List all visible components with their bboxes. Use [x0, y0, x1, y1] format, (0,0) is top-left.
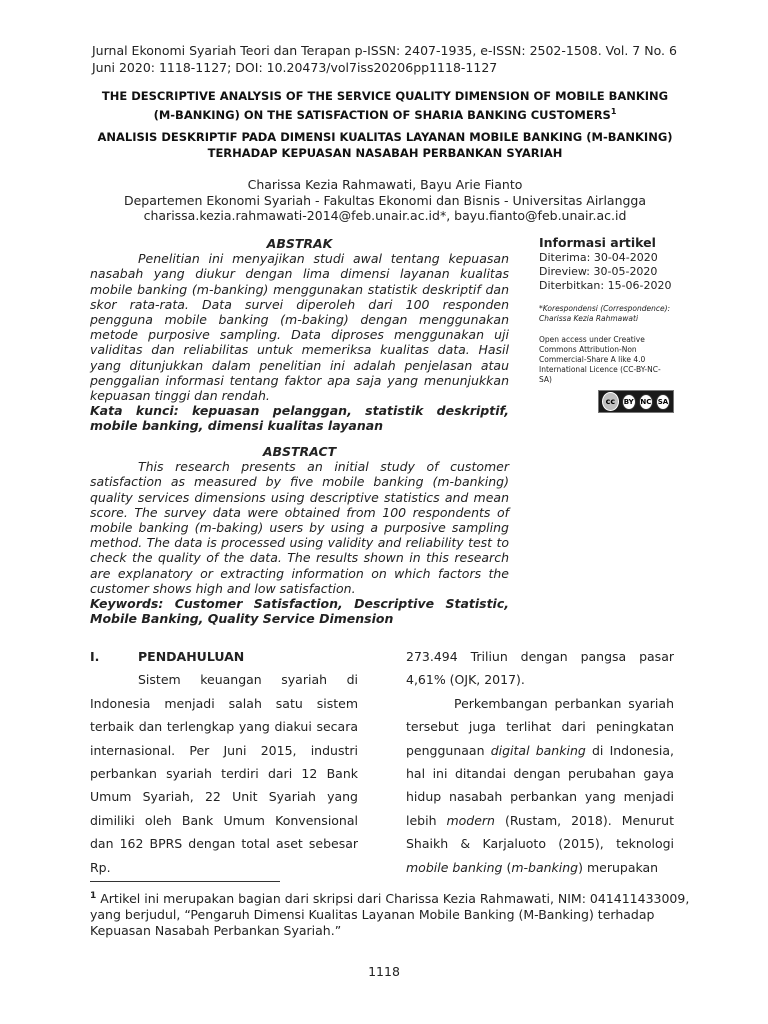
abstract-keywords: Keywords: Customer Satisfaction, Descriptive Statistic, Mobile Banking, Quality Service Dimension: [90, 596, 509, 627]
section-heading: [90, 645, 358, 668]
footnote-text: Artikel ini merupakan bagian dari skripsi dari Charissa Kezia Rahmawati, NIM: 041411433009, yang berjudul, “Pengaruh Dimensi Kualitas Layanan Mobile Banking (M-Banking) terhadap Kepuasan Nasabah Perbankan Syariah.”: [90, 891, 690, 939]
p2-text-e: ) merupakan: [578, 859, 659, 875]
title-footnote-mark[interactable]: 1: [610, 107, 617, 116]
p2-text-d: (: [502, 859, 512, 875]
share-alike-icon: SA: [656, 394, 670, 410]
intro-paragraph-2: [406, 692, 674, 879]
date-published: Diterbitkan: 15-06-2020: [539, 279, 672, 292]
journal-header: [92, 42, 692, 76]
article-info: [539, 235, 689, 385]
p2-modern: modern: [446, 812, 495, 828]
intro-paragraph-1-continued: 273.494 Triliun dengan pangsa pasar 4,61% (OJK, 2017).: [406, 649, 674, 688]
abstract-text: This research presents an initial study of customer satisfaction as measured by five mobile banking (m-banking) quality services dimensions using descriptive statistics and mean score. The survey data were obtained from 100 respondents of mobile banking (m-baking) users by using a purposive sampling method. The data is processed using validity and reliability test to check the quality of the data. The results shown in this research are explanatory or extracting information on which factors the customer shows high and low satisfaction.: [90, 459, 509, 596]
abstrak-heading: ABSTRAK: [266, 236, 333, 251]
abstract-section: [90, 444, 509, 626]
p2-text-c: (Rustam, 2018). Menurut Shaikh & Karjaluoto (2015), teknologi: [406, 812, 674, 852]
p2-m-banking: m-banking: [511, 859, 579, 875]
correspondence-name: Charissa Kezia Rahmawati: [539, 314, 639, 323]
journal-line-1: Jurnal Ekonomi Syariah Teori dan Terapan p-ISSN: 2407-1935, e-ISSN: 2502-1508. Vol. 7 No. 6: [92, 43, 677, 58]
body-right-column: [406, 645, 674, 879]
article-info-title: Informasi artikel: [539, 235, 656, 250]
p2-mobile-banking: mobile banking: [406, 859, 503, 875]
author-block: [90, 177, 680, 224]
footnote-divider: [90, 881, 280, 882]
footnote-mark: 1: [90, 891, 97, 901]
license-text: Open access under Creative Commons Attribution-Non Commercial-Share A like 4.0 International Licence (CC-BY-NC-SA): [539, 335, 661, 384]
body-left-column: [90, 645, 358, 879]
date-reviewed: Direview: 30-05-2020: [539, 265, 658, 278]
author-emails[interactable]: charissa.kezia.rahmawati-2014@feb.unair.ac.id*, bayu.fianto@feb.unair.ac.id: [143, 208, 627, 223]
attribution-icon: BY: [622, 394, 636, 410]
english-title: [90, 88, 680, 123]
abstrak-text: Penelitian ini menyajikan studi awal tentang kepuasan nasabah yang diukur dengan lima dimensi layanan kualitas mobile banking (m-banking) menggunakan statistik deskriptif dan skor rata-rata. Data survei diperoleh dari 100 responden pengguna mobile banking (m-baking) dengan menggunakan metode purposive sampling. Data diproses menggunakan uji validitas dan reliabilitas untuk memeriksa kualitas data. Hasil yang ditunjukkan dalam penelitian ini adalah penjelasan atau penggalian informasi tentang faktor apa saja yang menunjukkan kepuasan tinggi dan rendah.: [90, 251, 509, 404]
p2-digital-banking: digital banking: [490, 742, 586, 758]
abstrak-section: [90, 236, 509, 434]
p2-text-a: Perkembangan perbankan syariah tersebut juga terlihat dari peningkatan penggunaan: [406, 695, 674, 758]
author-affiliation: Departemen Ekonomi Syariah - Fakultas Ekonomi dan Bisnis - Universitas Airlangga: [123, 192, 647, 208]
p2-text-b: di Indonesia, hal ini ditandai dengan perubahan gaya hidup nasabah perbankan yang menjadi lebih: [406, 742, 674, 828]
intro-paragraph-1: Sistem keuangan syariah di Indonesia menjadi salah satu sistem terbaik dan terlengkap yang diakui secara internasional. Per Juni 2015, industri perbankan syariah terdiri dari 12 Bank Umum Syariah, 22 Unit Syariah yang dimiliki oleh Bank Umum Konvensional dan 162 BPRS dengan total aset sebesar Rp.: [90, 672, 358, 875]
abstract-heading: ABSTRACT: [262, 444, 337, 459]
correspondence: [539, 304, 689, 324]
section-title: PENDAHULUAN: [138, 649, 245, 664]
section-number: I.: [90, 649, 100, 664]
non-commercial-icon: NC: [639, 394, 653, 410]
english-title-text: THE DESCRIPTIVE ANALYSIS OF THE SERVICE QUALITY DIMENSION OF MOBILE BANKING (M-BANKING) ON THE SATISFACTION OF SHARIA BANKING CUSTOMERS: [101, 89, 669, 122]
footnote: [90, 888, 690, 939]
cc-logo-icon: cc: [602, 392, 619, 411]
page-number: 1118: [368, 964, 400, 979]
abstrak-keywords: Kata kunci: kepuasan pelanggan, statistik deskriptif, mobile banking, dimensi kualitas layanan: [90, 403, 509, 434]
cc-license-badge[interactable]: [598, 390, 674, 413]
date-received: Diterima: 30-04-2020: [539, 251, 658, 264]
indonesian-title: ANALISIS DESKRIPTIF PADA DIMENSI KUALITAS LAYANAN MOBILE BANKING (M-BANKING) TERHADAP KEPUASAN NASABAH PERBANKAN SYARIAH: [97, 130, 673, 160]
author-names: Charissa Kezia Rahmawati, Bayu Arie Fianto: [247, 177, 523, 192]
correspondence-label: *Korespondensi (Correspondence):: [539, 304, 671, 313]
journal-line-2: Juni 2020: 1118-1127; DOI: 10.20473/vol7iss20206pp1118-1127: [92, 60, 498, 75]
